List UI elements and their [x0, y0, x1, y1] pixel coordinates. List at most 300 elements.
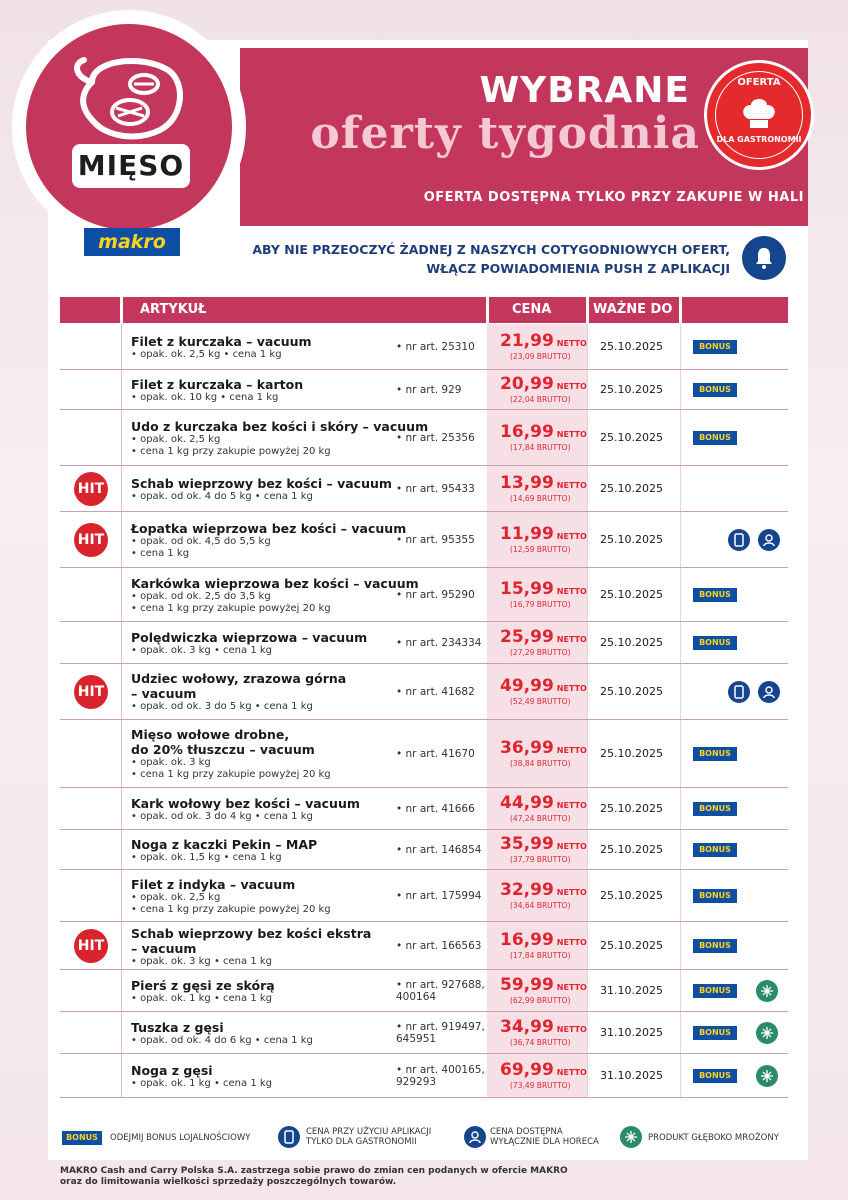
product-description-line: • opak. od ok. 4,5 do 5,5 kg	[131, 536, 271, 547]
gross-price: (37,79 BRUTTO)	[510, 855, 571, 864]
product-name-line: Schab wieprzowy bez kości – vacuum	[131, 476, 392, 491]
article-number-line: • nr art. 166563	[396, 940, 482, 952]
article-number-line: • nr art. 929	[396, 384, 462, 396]
net-price	[500, 422, 590, 442]
bonus-badge: BONUS	[693, 747, 737, 761]
price-block	[500, 930, 590, 960]
price-block	[500, 676, 590, 706]
price-block	[500, 975, 590, 1005]
table-row	[60, 720, 788, 788]
row-marker-cell	[60, 622, 122, 663]
article-number-line: 645951	[396, 1033, 437, 1045]
gross-price: (17,84 BRUTTO)	[510, 443, 571, 452]
price-block	[500, 834, 590, 864]
table-row	[60, 410, 788, 466]
row-marker-cell	[60, 970, 122, 1011]
legend	[60, 1122, 800, 1156]
bonus-badge: BONUS	[693, 939, 737, 953]
net-price-value: 59,99	[500, 975, 554, 995]
table-row	[60, 788, 788, 830]
article-number	[396, 686, 488, 698]
article-number-line: • nr art. 41666	[396, 803, 475, 815]
article-number-line: • nr art. 95355	[396, 534, 475, 546]
product-description	[131, 392, 421, 404]
net-price-value: 16,99	[500, 930, 554, 950]
gross-label: BRUTTO	[536, 600, 568, 609]
frozen-icon	[756, 1065, 778, 1087]
gross-price-value: (52,49	[510, 697, 535, 706]
cell-divider	[680, 870, 681, 921]
push-line1: ABY NIE PRZEOCZYĆ ŻADNEJ Z NASZYCH COTYGODNIOWYCH OFERT,	[252, 242, 730, 257]
net-label: NETTO	[556, 983, 587, 992]
bonus-badge: BONUS	[693, 1026, 737, 1040]
gross-label: BRUTTO	[536, 855, 568, 864]
legend-frozen-text: PRODUKT GŁĘBOKO MROŻONY	[648, 1133, 779, 1143]
cell-divider	[680, 720, 681, 787]
legend-bonus-badge: BONUS	[62, 1131, 102, 1145]
net-label: NETTO	[556, 481, 587, 490]
article-number-line: 400164	[396, 991, 437, 1003]
gross-price-value: (27,29	[510, 648, 535, 657]
table-row	[60, 1012, 788, 1054]
product-description	[131, 434, 421, 458]
product-name	[131, 926, 431, 956]
net-label: NETTO	[556, 587, 587, 596]
valid-until-date: 31.10.2025	[600, 1026, 663, 1039]
footer-line2: oraz do limitowania wielkości sprzedaży poszczególnych towarów.	[60, 1177, 397, 1187]
gross-price-value: (14,69	[510, 494, 535, 503]
valid-until-date: 25.10.2025	[600, 843, 663, 856]
product-description-line: • opak. od ok. 4 do 5 kg • cena 1 kg	[131, 491, 313, 502]
article-number	[396, 890, 488, 902]
article-number-line: • nr art. 95290	[396, 589, 475, 601]
valid-until-date: 25.10.2025	[600, 588, 663, 601]
article-number	[396, 483, 488, 495]
valid-until-date: 25.10.2025	[600, 889, 663, 902]
table-row	[60, 870, 788, 922]
article-number	[396, 940, 488, 952]
product-description	[131, 811, 421, 823]
table-row	[60, 466, 788, 512]
gross-label: BRUTTO	[536, 697, 568, 706]
valid-until-date: 25.10.2025	[600, 747, 663, 760]
net-price	[500, 930, 590, 950]
legend-app-text	[306, 1127, 431, 1147]
article-number-line: 929293	[396, 1076, 437, 1088]
gross-label: BRUTTO	[536, 901, 568, 910]
hit-badge: HIT	[74, 472, 108, 506]
article-number-line: • nr art. 146854	[396, 844, 482, 856]
gross-label: BRUTTO	[536, 395, 568, 404]
makro-logo: makro	[84, 228, 180, 256]
valid-until-date: 31.10.2025	[600, 1069, 663, 1082]
product-description-line: • opak. ok. 1 kg • cena 1 kg	[131, 1078, 272, 1089]
net-label: NETTO	[556, 801, 587, 810]
net-price-value: 35,99	[500, 834, 554, 854]
bonus-badge: BONUS	[693, 889, 737, 903]
net-price-value: 21,99	[500, 331, 554, 351]
gross-price-value: (73,49	[510, 1081, 535, 1090]
valid-until-date: 25.10.2025	[600, 636, 663, 649]
row-marker-cell	[60, 720, 122, 787]
bonus-badge: BONUS	[693, 802, 737, 816]
article-number	[396, 1021, 488, 1045]
gross-price: (34,64 BRUTTO)	[510, 901, 571, 910]
gross-label: BRUTTO	[536, 1081, 568, 1090]
article-number	[396, 979, 488, 1003]
frozen-icon	[756, 1022, 778, 1044]
cell-divider	[680, 830, 681, 869]
product-name	[131, 576, 431, 591]
product-name	[131, 796, 431, 811]
header-separator	[586, 297, 589, 323]
table-row	[60, 830, 788, 870]
product-description-line: • cena 1 kg	[131, 548, 190, 559]
gross-price-value: (23,09	[510, 352, 535, 361]
product-name	[131, 978, 431, 993]
article-number-line: • nr art. 400165,	[396, 1064, 485, 1076]
gross-label: BRUTTO	[536, 494, 568, 503]
legal-footer	[60, 1166, 620, 1188]
cell-divider	[680, 410, 681, 465]
table-row	[60, 568, 788, 622]
col-article: ARTYKUŁ	[140, 302, 207, 317]
gross-label: BRUTTO	[536, 996, 568, 1005]
product-description-line: • cena 1 kg przy zakupie powyżej 20 kg	[131, 904, 331, 915]
product-name-line: Polędwiczka wieprzowa – vacuum	[131, 630, 368, 645]
cell-divider	[680, 788, 681, 829]
product-description	[131, 536, 421, 560]
article-number-line: • nr art. 175994	[396, 890, 482, 902]
gross-price: (62,99 BRUTTO)	[510, 996, 571, 1005]
table-row	[60, 1054, 788, 1098]
bonus-badge: BONUS	[693, 431, 737, 445]
product-name-line: – vacuum	[131, 686, 197, 701]
bonus-badge: BONUS	[693, 340, 737, 354]
gross-label: BRUTTO	[536, 545, 568, 554]
article-number	[396, 748, 488, 760]
hit-badge: HIT	[74, 523, 108, 557]
product-description	[131, 757, 421, 781]
article-number-line: • nr art. 25356	[396, 432, 475, 444]
product-description-line: • opak. ok. 2,5 kg	[131, 434, 221, 445]
product-description-line: • opak. od ok. 2,5 do 3,5 kg	[131, 591, 271, 602]
article-number-line: • nr art. 25310	[396, 341, 475, 353]
price-block	[500, 524, 590, 554]
bonus-badge: BONUS	[693, 588, 737, 602]
legend-app-line1: CENA PRZY UŻYCIU APLIKACJI	[306, 1127, 432, 1137]
product-description-line: • opak. ok. 2,5 kg • cena 1 kg	[131, 349, 282, 360]
gross-label: BRUTTO	[536, 951, 568, 960]
horeca-icon	[758, 529, 780, 551]
gross-label: BRUTTO	[536, 1038, 568, 1047]
product-description-line: • cena 1 kg przy zakupie powyżej 20 kg	[131, 446, 331, 457]
legend-horeca-line1: CENA DOSTĘPNA	[490, 1127, 563, 1137]
valid-until-date: 25.10.2025	[600, 383, 663, 396]
product-name-line: Filet z kurczaka – karton	[131, 377, 304, 392]
product-name-line: Noga z gęsi	[131, 1063, 213, 1078]
gross-price-value: (36,74	[510, 1038, 535, 1047]
footer-line1: MAKRO Cash and Carry Polska S.A. zastrzega sobie prawo do zmian cen podanych w ofercie MAKRO	[60, 1166, 568, 1176]
product-name	[131, 334, 431, 349]
gross-price-value: (62,99	[510, 996, 535, 1005]
hit-badge: HIT	[74, 929, 108, 963]
net-price	[500, 579, 590, 599]
cell-divider	[680, 466, 681, 511]
product-description	[131, 645, 421, 657]
table-row	[60, 664, 788, 720]
valid-until-date: 31.10.2025	[600, 984, 663, 997]
net-label: NETTO	[556, 842, 587, 851]
net-price-value: 32,99	[500, 880, 554, 900]
net-label: NETTO	[556, 888, 587, 897]
product-description-line: • cena 1 kg przy zakupie powyżej 20 kg	[131, 769, 331, 780]
product-name	[131, 377, 431, 392]
article-number-line: • nr art. 927688,	[396, 979, 485, 991]
price-block	[500, 374, 590, 404]
article-number	[396, 534, 488, 546]
product-name	[131, 419, 431, 434]
table-row	[60, 622, 788, 664]
product-name	[131, 877, 431, 892]
article-number-line: • nr art. 234334	[396, 637, 482, 649]
net-price	[500, 1017, 590, 1037]
product-name-line: Filet z indyka – vacuum	[131, 877, 296, 892]
gross-price: (12,59 BRUTTO)	[510, 545, 571, 554]
gross-price-value: (34,64	[510, 901, 535, 910]
header-separator	[679, 297, 682, 323]
product-description-line: • opak. ok. 3 kg • cena 1 kg	[131, 956, 272, 967]
cell-divider	[680, 324, 681, 369]
header-separator	[486, 297, 489, 323]
frozen-icon	[620, 1126, 642, 1148]
col-price: CENA	[512, 302, 552, 317]
gross-price: (36,74 BRUTTO)	[510, 1038, 571, 1047]
net-price	[500, 738, 590, 758]
price-block	[500, 579, 590, 609]
bonus-badge: BONUS	[693, 636, 737, 650]
article-number	[396, 637, 488, 649]
title-line2: oferty tygodnia	[310, 108, 700, 159]
net-label: NETTO	[556, 382, 587, 391]
product-description-line: • opak. ok. 3 kg • cena 1 kg	[131, 645, 272, 656]
net-price	[500, 793, 590, 813]
row-marker-cell	[60, 788, 122, 829]
article-number-line: • nr art. 41682	[396, 686, 475, 698]
valid-until-date: 25.10.2025	[600, 533, 663, 546]
legend-app-line2: TYLKO DLA GASTRONOMII	[306, 1137, 417, 1147]
product-name-line: Filet z kurczaka – vacuum	[131, 334, 312, 349]
product-name	[131, 521, 431, 536]
row-marker-cell	[60, 1054, 122, 1097]
gross-price-value: (37,79	[510, 855, 535, 864]
bonus-badge: BONUS	[693, 984, 737, 998]
bonus-badge: BONUS	[693, 843, 737, 857]
price-block	[500, 738, 590, 768]
product-description-line: • opak. ok. 2,5 kg	[131, 892, 221, 903]
push-line2: WŁĄCZ POWIADOMIENIA PUSH Z APLIKACJI	[426, 261, 730, 276]
valid-until-date: 25.10.2025	[600, 939, 663, 952]
net-price	[500, 975, 590, 995]
row-marker-cell	[60, 324, 122, 369]
product-name	[131, 727, 431, 757]
product-description	[131, 993, 421, 1005]
push-notice	[190, 240, 730, 278]
product-description	[131, 491, 421, 503]
net-price-value: 16,99	[500, 422, 554, 442]
valid-until-date: 25.10.2025	[600, 802, 663, 815]
product-name	[131, 630, 431, 645]
product-description	[131, 1078, 421, 1090]
net-price-value: 15,99	[500, 579, 554, 599]
horeca-icon	[464, 1126, 486, 1148]
product-description	[131, 892, 421, 916]
cell-divider	[680, 922, 681, 969]
product-description	[131, 701, 421, 713]
article-number-line: • nr art. 95433	[396, 483, 475, 495]
gross-label: BRUTTO	[536, 814, 568, 823]
bonus-badge: BONUS	[693, 383, 737, 397]
product-name-line: Łopatka wieprzowa bez kości – vacuum	[131, 521, 407, 536]
net-price	[500, 331, 590, 351]
net-price-value: 69,99	[500, 1060, 554, 1080]
net-label: NETTO	[556, 1068, 587, 1077]
gross-price-value: (12,59	[510, 545, 535, 554]
product-name-line: Kark wołowy bez kości – vacuum	[131, 796, 360, 811]
product-name-line: Udo z kurczaka bez kości i skóry – vacuum	[131, 419, 429, 434]
net-price-value: 49,99	[500, 676, 554, 696]
net-price-value: 25,99	[500, 627, 554, 647]
net-label: NETTO	[556, 746, 587, 755]
gross-price-value: (38,84	[510, 759, 535, 768]
net-label: NETTO	[556, 532, 587, 541]
price-block	[500, 793, 590, 823]
bonus-badge: BONUS	[693, 1069, 737, 1083]
article-number	[396, 844, 488, 856]
product-description-line: • opak. ok. 3 kg	[131, 757, 211, 768]
row-marker-cell	[60, 870, 122, 921]
product-description-line: • opak. od ok. 4 do 6 kg • cena 1 kg	[131, 1035, 313, 1046]
net-price-value: 34,99	[500, 1017, 554, 1037]
product-description	[131, 1035, 421, 1047]
price-block	[500, 1060, 590, 1090]
gross-price: (14,69 BRUTTO)	[510, 494, 571, 503]
cell-divider	[680, 1054, 681, 1097]
product-description	[131, 956, 421, 968]
price-block	[500, 422, 590, 452]
bell-icon	[742, 236, 786, 280]
article-number-line: • nr art. 41670	[396, 748, 475, 760]
cell-divider	[680, 512, 681, 567]
net-price-value: 13,99	[500, 473, 554, 493]
product-name-line: Tuszka z gęsi	[131, 1020, 224, 1035]
article-number-line: • nr art. 919497,	[396, 1021, 485, 1033]
price-block	[500, 331, 590, 361]
product-description-line: • opak. od ok. 3 do 5 kg • cena 1 kg	[131, 701, 313, 712]
table-header	[60, 297, 788, 323]
article-number	[396, 1064, 488, 1088]
gastronomy-offer-badge	[704, 60, 814, 170]
gross-price-value: (17,84	[510, 951, 535, 960]
hit-badge: HIT	[74, 675, 108, 709]
article-number	[396, 384, 488, 396]
steak-icon	[72, 52, 188, 142]
gross-label: BRUTTO	[536, 352, 568, 361]
gross-price: (16,79 BRUTTO)	[510, 600, 571, 609]
legend-bonus-text: ODEJMIJ BONUS LOJALNOŚCIOWY	[110, 1133, 251, 1143]
gross-price: (27,29 BRUTTO)	[510, 648, 571, 657]
net-label: NETTO	[556, 635, 587, 644]
cell-divider	[680, 370, 681, 409]
price-block	[500, 627, 590, 657]
title-line1: WYBRANE	[479, 70, 690, 111]
product-name-line: Noga z kaczki Pekin – MAP	[131, 837, 318, 852]
product-description-line: • cena 1 kg przy zakupie powyżej 20 kg	[131, 603, 331, 614]
net-price	[500, 473, 590, 493]
price-block	[500, 880, 590, 910]
header-separator	[120, 297, 123, 323]
net-label: NETTO	[556, 1025, 587, 1034]
cell-divider	[680, 970, 681, 1011]
article-number	[396, 341, 488, 353]
product-description-line: • opak. ok. 1 kg • cena 1 kg	[131, 993, 272, 1004]
row-marker-cell	[60, 410, 122, 465]
article-number	[396, 803, 488, 815]
table-row	[60, 324, 788, 370]
net-price	[500, 676, 590, 696]
net-price-value: 11,99	[500, 524, 554, 544]
hall-only-note: OFERTA DOSTĘPNA TYLKO PRZY ZAKUPIE W HALI	[423, 190, 804, 205]
net-price	[500, 627, 590, 647]
row-marker-cell	[60, 830, 122, 869]
gross-price-value: (17,84	[510, 443, 535, 452]
product-name	[131, 1020, 431, 1035]
frozen-icon	[756, 980, 778, 1002]
gross-price-value: (16,79	[510, 600, 535, 609]
badge-bottom-text: DLA GASTRONOMII	[716, 135, 802, 144]
horeca-icon	[758, 681, 780, 703]
gross-price: (73,49 BRUTTO)	[510, 1081, 571, 1090]
net-price-value: 44,99	[500, 793, 554, 813]
row-marker-cell	[60, 370, 122, 409]
product-name	[131, 671, 431, 701]
net-price	[500, 834, 590, 854]
gross-price: (23,09 BRUTTO)	[510, 352, 571, 361]
row-marker-cell	[60, 568, 122, 621]
cell-divider	[680, 622, 681, 663]
app-price-icon	[278, 1126, 300, 1148]
price-block	[500, 473, 590, 503]
table-row	[60, 512, 788, 568]
table-row	[60, 370, 788, 410]
article-number	[396, 589, 488, 601]
product-description-line: • opak. ok. 10 kg • cena 1 kg	[131, 392, 279, 403]
valid-until-date: 25.10.2025	[600, 482, 663, 495]
product-name-line: do 20% tłuszczu – vacuum	[131, 742, 315, 757]
badge-top-text: OFERTA	[737, 77, 781, 88]
gross-price-value: (22,04	[510, 395, 535, 404]
gross-price-value: (47,24	[510, 814, 535, 823]
net-price	[500, 880, 590, 900]
gross-price: (38,84 BRUTTO)	[510, 759, 571, 768]
net-price-value: 36,99	[500, 738, 554, 758]
gross-label: BRUTTO	[536, 759, 568, 768]
product-description	[131, 591, 421, 615]
product-description-line: • opak. od ok. 3 do 4 kg • cena 1 kg	[131, 811, 313, 822]
net-label: NETTO	[556, 339, 587, 348]
app-price-icon	[728, 681, 750, 703]
table-row	[60, 970, 788, 1012]
